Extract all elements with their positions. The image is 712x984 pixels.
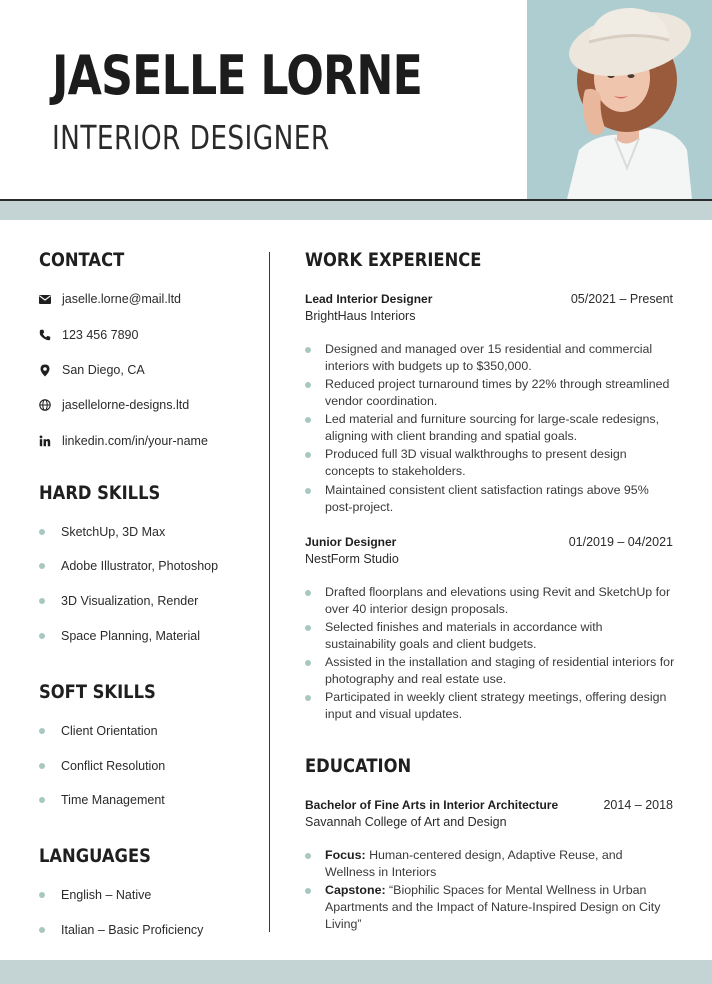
bullet-dot	[305, 488, 311, 494]
education-dates: 2014 – 2018	[603, 798, 673, 812]
education-focus	[305, 847, 675, 881]
header-accent-band	[0, 201, 712, 220]
job-bullet-text: Maintained consistent client satisfaction ratings above 95% post-project.	[325, 483, 649, 514]
languages-heading: LANGUAGES	[39, 845, 151, 867]
contact-website-text: jasellelorne-designs.ltd	[62, 398, 190, 412]
job-company: NestForm Studio	[305, 552, 399, 566]
job-title: Lead Interior Designer	[305, 292, 433, 306]
language-text: English – Native	[61, 888, 152, 902]
hard-skill-item	[39, 592, 198, 610]
hard-skill-item	[39, 557, 218, 575]
bullet-dot	[39, 633, 45, 639]
bullet-dot	[305, 347, 311, 353]
candidate-name: JASELLE LORNE	[52, 44, 423, 107]
soft-skill-text: Conflict Resolution	[61, 759, 166, 773]
contact-linkedin-text: linkedin.com/in/your-name	[62, 434, 208, 448]
portrait-illustration	[527, 0, 712, 199]
contact-location-text: San Diego, CA	[62, 363, 145, 377]
language-item	[39, 886, 151, 904]
contact-phone[interactable]	[39, 325, 138, 345]
contact-email-text: jaselle.lorne@mail.ltd	[62, 292, 181, 306]
bullet-dot	[39, 598, 45, 604]
soft-skill-item	[39, 757, 165, 775]
job-bullet-text: Participated in weekly client strategy meetings, offering design input and visual updates.	[325, 690, 667, 721]
bullet-dot	[305, 888, 311, 894]
soft-skill-text: Client Orientation	[61, 724, 158, 738]
envelope-icon	[39, 293, 51, 305]
bullet-dot	[305, 853, 311, 859]
resume-header	[0, 0, 712, 199]
globe-icon	[39, 399, 51, 411]
job-bullet-text: Reduced project turnaround times by 22% through streamlined vendor coordination.	[325, 377, 670, 408]
bullet-dot	[39, 563, 45, 569]
contact-location	[39, 360, 145, 380]
job-bullet	[305, 482, 675, 516]
contact-heading: CONTACT	[39, 249, 125, 271]
job-bullet	[305, 376, 675, 410]
bullet-dot	[305, 382, 311, 388]
degree-title: Bachelor of Fine Arts in Interior Architecture	[305, 798, 559, 812]
profile-photo	[527, 0, 712, 199]
job-dates: 01/2019 – 04/2021	[568, 535, 673, 549]
footer-accent-band	[0, 960, 712, 984]
job-bullet-text: Assisted in the installation and staging of residential interiors for photography and real estate use.	[325, 655, 675, 686]
education-capstone	[305, 882, 675, 933]
work-experience-heading: WORK EXPERIENCE	[305, 249, 482, 271]
job-bullet-text: Produced full 3D visual walkthroughs to present design concepts to stakeholders.	[325, 447, 627, 478]
hard-skill-item	[39, 627, 200, 645]
education-heading: EDUCATION	[305, 755, 412, 777]
hard-skill-text: SketchUp, 3D Max	[61, 525, 166, 539]
soft-skill-text: Time Management	[61, 793, 165, 807]
education-capstone-text	[325, 882, 675, 933]
bullet-dot	[305, 695, 311, 701]
bullet-dot	[305, 625, 311, 631]
bullet-dot	[305, 590, 311, 596]
hard-skill-item	[39, 523, 165, 541]
focus-label: Focus:	[325, 848, 366, 862]
bullet-dot	[305, 452, 311, 458]
bullet-dot	[305, 417, 311, 423]
linkedin-icon	[39, 435, 51, 447]
job-bullet	[305, 619, 675, 653]
hard-skills-heading: HARD SKILLS	[39, 482, 161, 504]
hard-skill-text: 3D Visualization, Render	[61, 594, 199, 608]
job-bullet	[305, 446, 675, 480]
job-bullet	[305, 341, 675, 375]
phone-icon	[39, 329, 51, 341]
capstone-text: “Biophilic Spaces for Mental Wellness in Urban Apartments and the Impact of Nature-Inspired Design on City Living”	[325, 883, 661, 931]
candidate-role: INTERIOR DESIGNER	[52, 118, 330, 157]
bullet-dot	[39, 529, 45, 535]
job-title: Junior Designer	[305, 535, 397, 549]
job-bullet	[305, 654, 675, 688]
bullet-dot	[39, 927, 45, 933]
job-bullet-text: Designed and managed over 15 residential and commercial interiors with budgets up to $350,000.	[325, 342, 653, 373]
contact-linkedin[interactable]	[39, 431, 208, 451]
soft-skill-item	[39, 722, 158, 740]
capstone-label: Capstone:	[325, 883, 386, 897]
hard-skill-text: Adobe Illustrator, Photoshop	[61, 559, 219, 573]
language-text: Italian – Basic Proficiency	[61, 923, 204, 937]
job-bullet	[305, 689, 675, 723]
soft-skill-item	[39, 791, 165, 809]
contact-email[interactable]	[39, 289, 181, 309]
bullet-dot	[39, 728, 45, 734]
job-bullet-text: Selected finishes and materials in accordance with sustainability goals and client budgets.	[325, 620, 603, 651]
contact-phone-text: 123 456 7890	[62, 328, 139, 342]
column-divider	[269, 252, 270, 932]
job-bullet-text: Drafted floorplans and elevations using Revit and SketchUp for over 40 interior design proposals.	[325, 585, 671, 616]
job-bullet	[305, 584, 675, 618]
education-focus-text	[325, 847, 675, 881]
bullet-dot	[39, 892, 45, 898]
location-pin-icon	[39, 364, 51, 376]
school-name: Savannah College of Art and Design	[305, 815, 507, 829]
job-company: BrightHaus Interiors	[305, 309, 416, 323]
hard-skill-text: Space Planning, Material	[61, 629, 200, 643]
bullet-dot	[305, 660, 311, 666]
contact-website[interactable]	[39, 395, 189, 415]
focus-text: Human-centered design, Adaptive Reuse, and Wellness in Interiors	[325, 848, 623, 879]
bullet-dot	[39, 797, 45, 803]
job-dates: 05/2021 – Present	[570, 292, 673, 306]
soft-skills-heading: SOFT SKILLS	[39, 681, 156, 703]
language-item	[39, 921, 203, 939]
job-bullet-text: Led material and furniture sourcing for large-scale redesigns, aligning with client branding and spatial goals.	[325, 412, 660, 443]
job-bullet	[305, 411, 675, 445]
bullet-dot	[39, 763, 45, 769]
